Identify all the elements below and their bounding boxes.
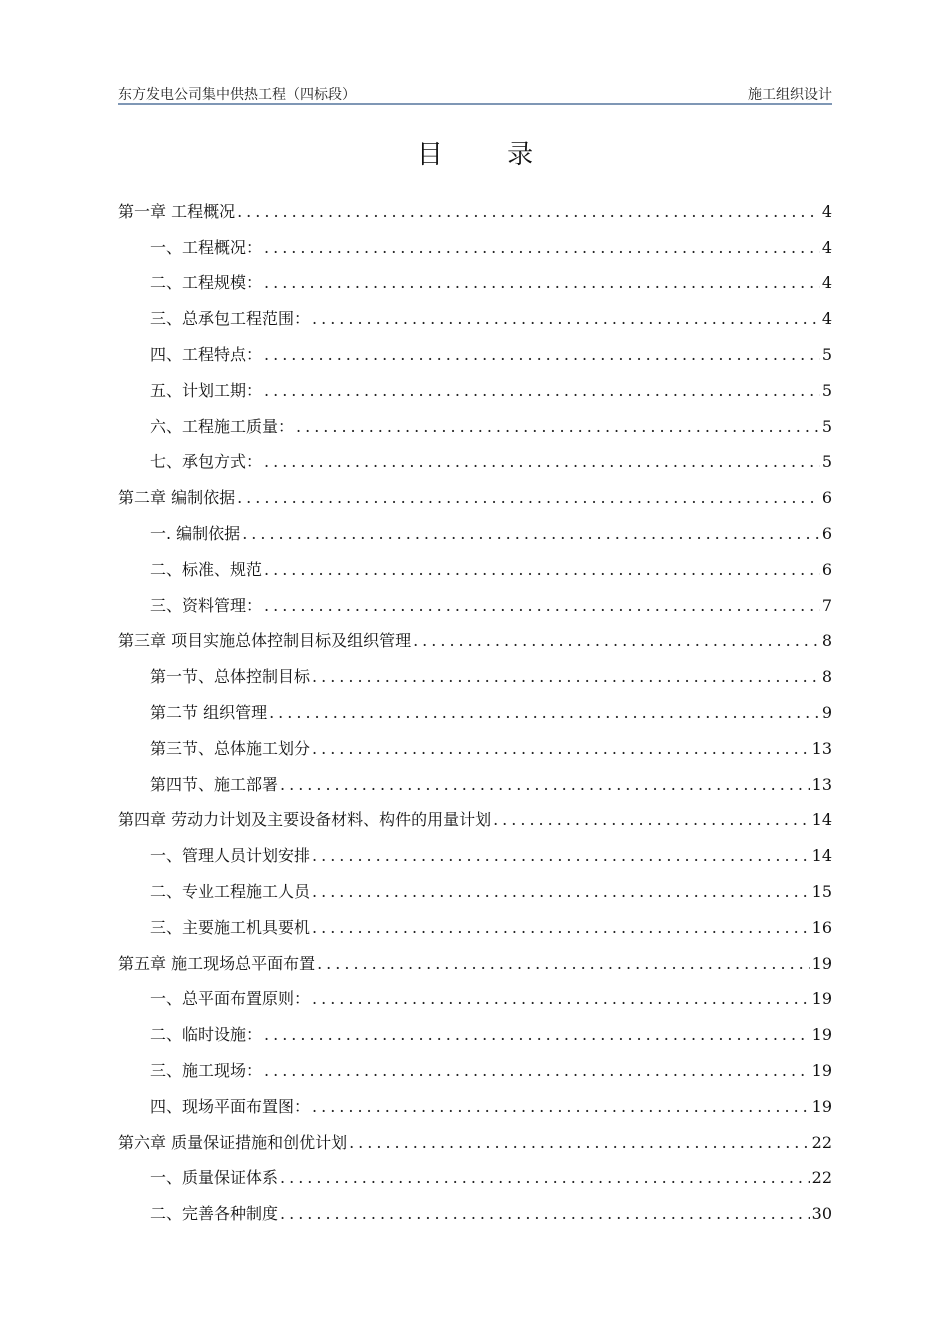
toc-page-number: 16	[811, 917, 832, 937]
toc-dot-leader	[296, 417, 820, 437]
toc-dot-leader	[264, 596, 820, 616]
table-of-contents	[118, 186, 832, 1224]
toc-section-entry[interactable]	[118, 293, 832, 329]
toc-entry-label: 三、资料管理：	[150, 595, 263, 615]
page-header	[118, 84, 832, 104]
toc-page-number: 19	[811, 953, 832, 973]
toc-section-entry[interactable]	[118, 723, 832, 759]
toc-page-number: 6	[821, 559, 832, 579]
toc-dot-leader	[264, 1061, 810, 1081]
toc-entry-label: 一、管理人员计划安排	[150, 846, 311, 866]
toc-dot-leader	[237, 202, 820, 222]
toc-entry-label: 五、计划工期：	[150, 380, 263, 400]
toc-page-number: 19	[811, 1096, 832, 1116]
toc-section-entry[interactable]	[118, 508, 832, 544]
toc-dot-leader	[269, 703, 820, 723]
toc-dot-leader	[264, 452, 820, 472]
toc-dot-leader	[264, 345, 820, 365]
toc-section-entry[interactable]	[118, 437, 832, 473]
header-project-name: 东方发电公司集中供热工程（四标段）	[118, 87, 356, 103]
toc-page-number: 19	[811, 989, 832, 1009]
toc-section-entry[interactable]	[118, 759, 832, 795]
toc-page-number: 9	[821, 702, 832, 722]
toc-dot-leader	[312, 667, 820, 687]
toc-entry-label: 第一章 工程概况	[118, 201, 236, 221]
toc-entry-label: 一、总平面布置原则：	[150, 989, 311, 1009]
toc-page-number: 19	[811, 1060, 832, 1080]
toc-page-number: 5	[821, 416, 832, 436]
toc-chapter-entry[interactable]	[118, 938, 832, 974]
toc-entry-label: 一. 编制依据	[150, 523, 241, 543]
toc-page-number: 6	[821, 523, 832, 543]
toc-entry-label: 三、总承包工程范围：	[150, 309, 311, 329]
toc-entry-label: 三、主要施工机具要机	[150, 917, 311, 937]
toc-entry-label: 第四章 劳动力计划及主要设备材料、构件的用量计划	[118, 810, 492, 830]
toc-entry-label: 第三节、总体施工划分	[150, 738, 311, 758]
toc-entry-label: 七、承包方式：	[150, 452, 263, 472]
toc-dot-leader	[312, 989, 810, 1009]
toc-entry-label: 二、完善各种制度	[150, 1204, 279, 1224]
toc-page-number: 14	[811, 810, 832, 830]
toc-entry-label: 第五章 施工现场总平面布置	[118, 953, 316, 973]
toc-page-number: 15	[811, 881, 832, 901]
toc-entry-label: 第六章 质量保证措施和创优计划	[118, 1132, 348, 1152]
toc-dot-leader	[264, 273, 820, 293]
toc-chapter-entry[interactable]	[118, 472, 832, 508]
toc-dot-leader	[280, 1204, 810, 1224]
toc-dot-leader	[237, 488, 820, 508]
toc-dot-leader	[312, 309, 820, 329]
toc-page-number: 13	[811, 774, 832, 794]
toc-page-number: 4	[821, 273, 832, 293]
toc-page-number: 4	[821, 309, 832, 329]
toc-page-number: 8	[821, 667, 832, 687]
toc-entry-label: 六、工程施工质量：	[150, 416, 295, 436]
toc-dot-leader	[317, 954, 810, 974]
toc-entry-label: 第一节、总体控制目标	[150, 667, 311, 687]
toc-section-entry[interactable]	[118, 580, 832, 616]
toc-page-number: 14	[811, 846, 832, 866]
toc-chapter-entry[interactable]	[118, 186, 832, 222]
toc-entry-label: 第四节、施工部署	[150, 774, 279, 794]
toc-entry-label: 四、工程特点：	[150, 344, 263, 364]
toc-dot-leader	[264, 1025, 810, 1045]
toc-page-number: 5	[821, 452, 832, 472]
toc-dot-leader	[312, 846, 810, 866]
toc-chapter-entry[interactable]	[118, 1117, 832, 1153]
toc-dot-leader	[280, 775, 810, 795]
toc-page-number: 6	[821, 488, 832, 508]
toc-section-entry[interactable]	[118, 401, 832, 437]
toc-chapter-entry[interactable]	[118, 616, 832, 652]
toc-page-number: 5	[821, 344, 832, 364]
toc-section-entry[interactable]	[118, 1153, 832, 1189]
toc-page-number: 13	[811, 738, 832, 758]
toc-section-entry[interactable]	[118, 1081, 832, 1117]
toc-entry-label: 第二章 编制依据	[118, 488, 236, 508]
toc-entry-label: 四、现场平面布置图：	[150, 1096, 311, 1116]
page-title: 目 录	[416, 140, 562, 170]
toc-entry-label: 第三章 项目实施总体控制目标及组织管理	[118, 631, 412, 651]
toc-page-number: 7	[821, 595, 832, 615]
toc-page-number: 22	[811, 1168, 832, 1188]
toc-dot-leader	[312, 918, 810, 938]
toc-section-entry[interactable]	[118, 222, 832, 258]
toc-entry-label: 二、工程规模：	[150, 273, 263, 293]
toc-section-entry[interactable]	[118, 544, 832, 580]
toc-entry-label: 第二节 组织管理	[150, 702, 268, 722]
toc-section-entry[interactable]	[118, 258, 832, 294]
toc-page-number: 8	[821, 631, 832, 651]
toc-section-entry[interactable]	[118, 902, 832, 938]
toc-page-number: 19	[811, 1025, 832, 1045]
toc-section-entry[interactable]	[118, 651, 832, 687]
toc-section-entry[interactable]	[118, 1009, 832, 1045]
toc-page-number: 5	[821, 380, 832, 400]
toc-page-number: 22	[811, 1132, 832, 1152]
toc-chapter-entry[interactable]	[118, 795, 832, 831]
toc-dot-leader	[312, 1097, 810, 1117]
header-document-type: 施工组织设计	[748, 87, 832, 103]
toc-dot-leader	[264, 560, 820, 580]
toc-entry-label: 三、施工现场：	[150, 1060, 263, 1080]
toc-section-entry[interactable]	[118, 866, 832, 902]
toc-section-entry[interactable]	[118, 365, 832, 401]
toc-dot-leader	[264, 238, 820, 258]
toc-entry-label: 二、标准、规范	[150, 559, 263, 579]
toc-section-entry[interactable]	[118, 974, 832, 1010]
toc-entry-label: 一、工程概况：	[150, 237, 263, 257]
toc-section-entry[interactable]	[118, 329, 832, 365]
toc-page-number: 4	[821, 237, 832, 257]
toc-entry-label: 二、专业工程施工人员	[150, 881, 311, 901]
header-divider	[118, 103, 832, 105]
toc-section-entry[interactable]	[118, 1188, 832, 1224]
toc-dot-leader	[264, 381, 820, 401]
toc-dot-leader	[312, 739, 810, 759]
toc-dot-leader	[242, 524, 820, 544]
toc-section-entry[interactable]	[118, 687, 832, 723]
toc-dot-leader	[413, 631, 820, 651]
toc-page-number: 30	[811, 1204, 832, 1224]
toc-section-entry[interactable]	[118, 1045, 832, 1081]
toc-dot-leader	[280, 1168, 810, 1188]
toc-entry-label: 一、质量保证体系	[150, 1168, 279, 1188]
toc-dot-leader	[493, 810, 810, 830]
toc-entry-label: 二、临时设施：	[150, 1025, 263, 1045]
toc-dot-leader	[312, 882, 810, 902]
toc-section-entry[interactable]	[118, 830, 832, 866]
toc-dot-leader	[349, 1133, 810, 1153]
toc-page-number: 4	[821, 201, 832, 221]
